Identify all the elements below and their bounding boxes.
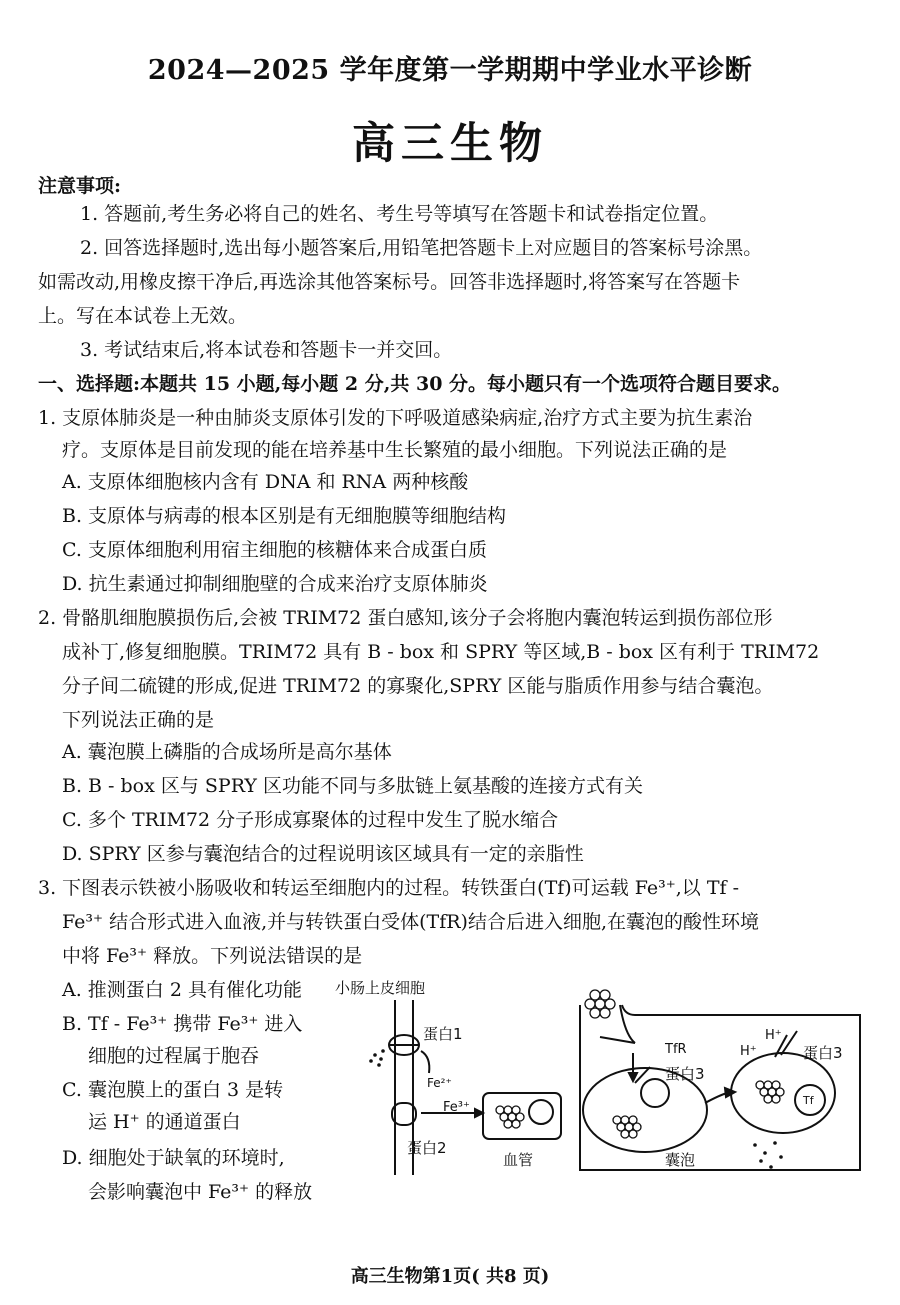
page-footer: 高三生物第1页( 共8 页) — [350, 1266, 550, 1287]
q3-option-b-line-2: 细胞的过程属于胞吞 — [88, 1045, 260, 1067]
q2-stem-line-4: 下列说法正确的是 — [62, 709, 215, 731]
q2-stem-line-3: 分子间二硫键的形成,促进 TRIM72 的寡聚化,SPRY 区能与脂质作用参与结合囊泡。 — [62, 675, 774, 697]
q3-option-c-line-2: 运 H⁺ 的通道蛋白 — [88, 1111, 241, 1133]
q1-option-d: D. 抗生素通过抑制细胞壁的合成来治疗支原体肺炎 — [62, 573, 488, 595]
label-protein-1: 蛋白1 — [423, 1025, 463, 1043]
label-tfr: TfR — [665, 1042, 687, 1057]
q3-option-b-line-1: B. Tf - Fe³⁺ 携带 Fe³⁺ 进入 — [62, 1013, 303, 1035]
label-h-plus-2: H⁺ — [765, 1028, 782, 1043]
notice-item-2-line-2: 如需改动,用橡皮擦干净后,再选涂其他答案标号。回答非选择题时,将答案写在答题卡 — [38, 271, 741, 293]
q3-option-c-line-1: C. 囊泡膜上的蛋白 3 是转 — [62, 1079, 284, 1101]
notice-item-1: 1. 答题前,考生务必将自己的姓名、考生号等填写在答题卡和试卷指定位置。 — [80, 203, 719, 225]
label-blood-vessel: 血管 — [503, 1151, 534, 1169]
label-h-plus-1: H⁺ — [740, 1044, 757, 1059]
notice-item-2-line-1: 2. 回答选择题时,选出每小题答案后,用铅笔把答题卡上对应题目的答案标号涂黑。 — [80, 237, 763, 259]
label-protein-3-b: 蛋白3 — [803, 1044, 843, 1062]
iron-transport-figure — [335, 975, 875, 1190]
q3-stem-line-2: Fe³⁺ 结合形式进入血液,并与转铁蛋白受体(TfR)结合后进入细胞,在囊泡的酸性环境 — [62, 911, 759, 933]
label-fe2: Fe²⁺ — [427, 1076, 452, 1090]
q1-option-a: A. 支原体细胞核内含有 DNA 和 RNA 两种核酸 — [62, 471, 469, 493]
q3-stem-line-3: 中将 Fe³⁺ 释放。下列说法错误的是 — [62, 945, 363, 967]
q1-option-c: C. 支原体细胞利用宿主细胞的核糖体来合成蛋白质 — [62, 539, 487, 561]
q3-option-d-line-2: 会影响囊泡中 Fe³⁺ 的释放 — [88, 1181, 313, 1203]
label-vesicle: 囊泡 — [665, 1151, 696, 1169]
notice-item-3: 3. 考试结束后,将本试卷和答题卡一并交回。 — [80, 339, 453, 361]
q3-stem-line-1: 3. 下图表示铁被小肠吸收和转运至细胞内的过程。转铁蛋白(Tf)可运载 Fe³⁺,以 Tf - — [38, 877, 740, 899]
label-tf: Tf — [803, 1094, 814, 1107]
notice-item-2-line-3: 上。写在本试卷上无效。 — [38, 305, 248, 327]
exam-title: 2024—2025 学年度第一学期期中学业水平诊断 — [147, 55, 753, 86]
label-protein-2: 蛋白2 — [407, 1139, 447, 1157]
label-fe3: Fe³⁺ — [443, 1100, 470, 1115]
q1-stem-line-2: 疗。支原体是目前发现的能在培养基中生长繁殖的最小细胞。下列说法正确的是 — [62, 439, 728, 461]
q2-stem-line-2: 成补丁,修复细胞膜。TRIM72 具有 B - box 和 SPRY 等区域,B - box 区有利于 TRIM72 — [62, 641, 820, 663]
q2-option-c: C. 多个 TRIM72 分子形成寡聚体的过程中发生了脱水缩合 — [62, 809, 559, 831]
notice-heading: 注意事项: — [38, 175, 122, 197]
q2-option-b: B. B - box 区与 SPRY 区功能不同与多肽链上氨基酸的连接方式有关 — [62, 775, 644, 797]
subject-title: 高三生物 — [352, 119, 548, 169]
q2-option-a: A. 囊泡膜上磷脂的合成场所是高尔基体 — [62, 741, 392, 763]
q3-option-d-line-1: D. 细胞处于缺氧的环境时, — [62, 1147, 285, 1169]
q2-option-d: D. SPRY 区参与囊泡结合的过程说明该区域具有一定的亲脂性 — [62, 843, 584, 865]
q2-stem-line-1: 2. 骨骼肌细胞膜损伤后,会被 TRIM72 蛋白感知,该分子会将胞内囊泡转运到损伤部位形 — [38, 607, 773, 629]
q1-option-b: B. 支原体与病毒的根本区别是有无细胞膜等细胞结构 — [62, 505, 507, 527]
q3-option-a: A. 推测蛋白 2 具有催化功能 — [62, 979, 302, 1001]
q1-stem-line-1: 1. 支原体肺炎是一种由肺炎支原体引发的下呼吸道感染病症,治疗方式主要为抗生素治 — [38, 407, 753, 429]
label-cell: 小肠上皮细胞 — [335, 979, 426, 997]
label-protein-3-a: 蛋白3 — [665, 1065, 705, 1083]
section-heading: 一、选择题:本题共 15 小题,每小题 2 分,共 30 分。每小题只有一个选项符合题目要求。 — [38, 373, 792, 395]
